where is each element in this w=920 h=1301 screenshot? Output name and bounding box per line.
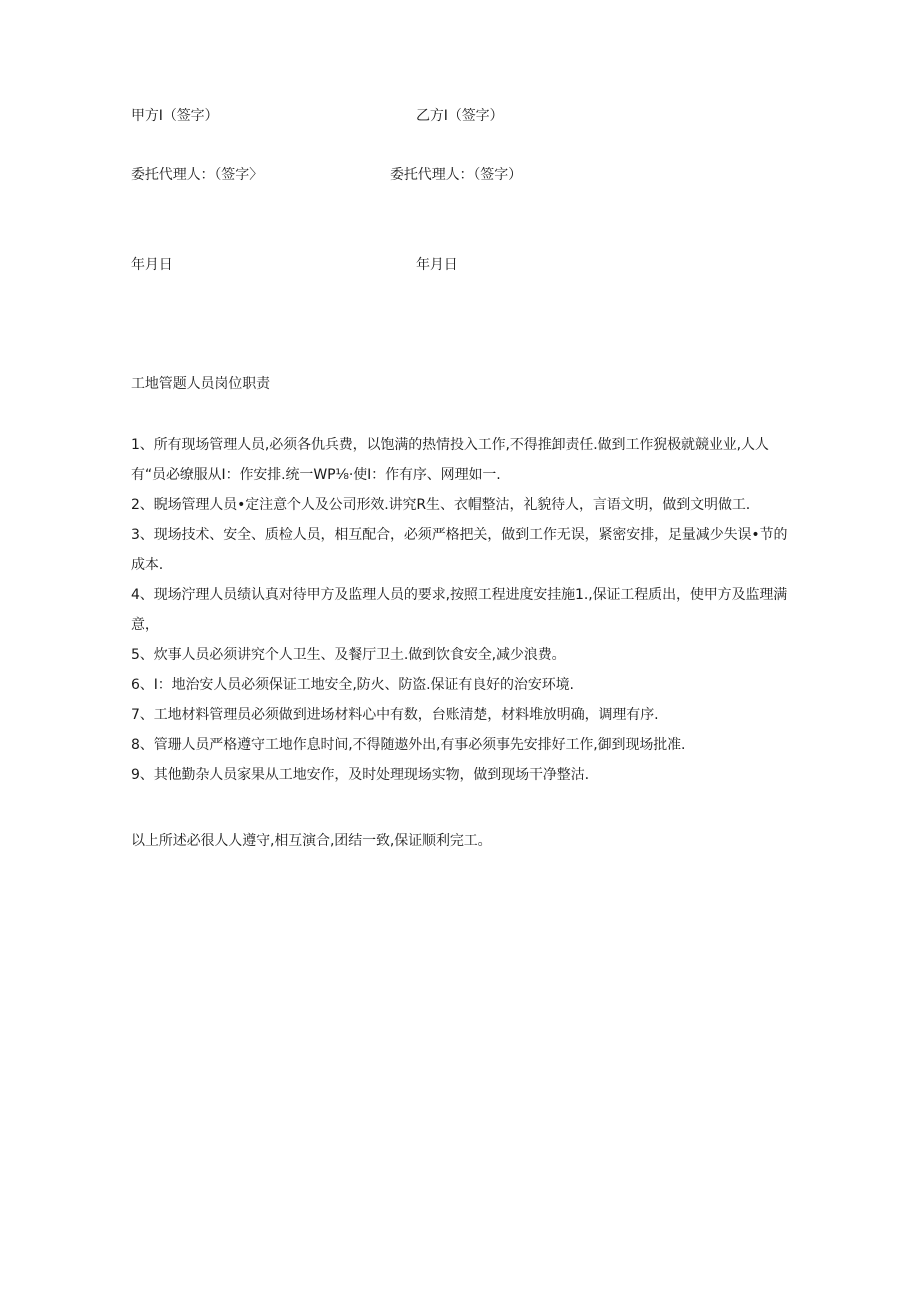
duty-item-7: 7、工地材料管理员必须做到进场材料心中有数，台账清楚，材料堆放明确，调理有序. [131,707,659,723]
duties-title: 工地管题人员岗位职责 [131,376,270,392]
duties-closing: 以上所述必很人人遵守,相互演合,团结一致,保证顺利完工。 [131,833,492,849]
duty-item-5: 5、炊事人员必须讲究个人卫生、及餐厅卫土.做到饮食安全,减少浪费。 [131,647,566,663]
party-b-date: 年月日 [416,257,458,273]
duty-item-6: 6、I：地治安人员必须保证工地安全,防火、防盗.保证有良好的治安环境. [131,677,574,693]
party-a-agent-signature: 委托代理人：（签字〉 [131,167,263,183]
duty-item-1: 1、所有现场管理人员,必须各仇兵费，以饱满的热情投入工作,不得推卸责任.做到工作猊极就競业业,人人有“员必缭服从I：作安排.统一WP⅛·使I：作有序、网理如一. [131,437,769,483]
duties-list [131,430,791,790]
duty-item-8: 8、管珊人员严格遵守工地作息时间,不得随遨外出,有事必须事先安排好工作,御到现场批准. [131,737,686,753]
duty-item-4: 4、现场泞理人员绩认真对待甲方及监理人员的要求,按照工程进度安挂施1.,保证工程质出，使甲方及监理满意， [131,587,788,633]
duty-item-3: 3、现场技术、安全、质检人员，相互配合，必须严格把关，做到工作无误，紧密安排，足量减少失误•节的成本. [131,527,788,573]
party-b-signature: 乙方I（签字） [416,108,504,124]
duty-item-2: 2、睨场管理人员•定注意个人及公司形效.讲究R生、衣帽整沽，礼貌待人，言语文明，做到文明做工. [131,497,751,513]
party-a-date: 年月日 [131,257,173,273]
duty-item-9: 9、其他勤杂人员家果从工地安作，及时处理现场实物，做到现场干净整沽. [131,767,589,783]
party-a-signature: 甲方I（签字） [131,108,219,124]
party-b-agent-signature: 委托代理人：（签字） [390,167,522,183]
